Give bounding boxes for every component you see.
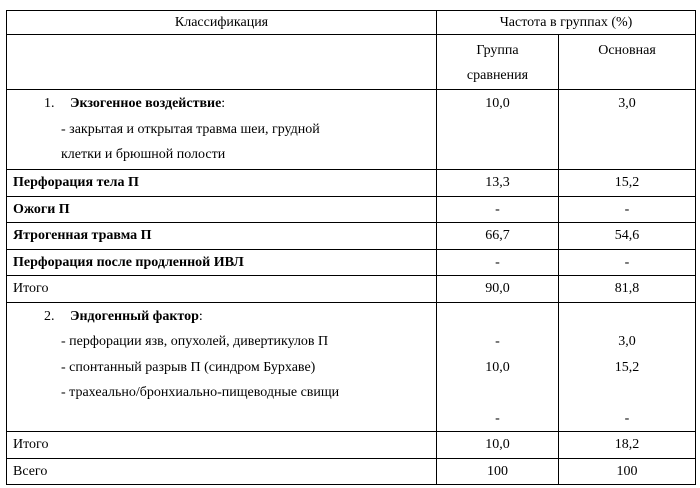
section2-item-comparison: - xyxy=(495,410,500,426)
header-classification: Классификация xyxy=(7,11,437,35)
header-row xyxy=(7,11,696,35)
header-main-group: Основная xyxy=(559,35,696,90)
section2-cell xyxy=(7,302,437,432)
section2-heading xyxy=(13,304,430,330)
section1-title: Экзогенное воздействие xyxy=(70,96,222,111)
row-main-value: 15,2 xyxy=(559,170,696,197)
section1-detail-line2: клетки и брюшной полости xyxy=(61,147,226,162)
section2-colon: : xyxy=(198,308,203,324)
section2-item-main: - xyxy=(624,410,630,426)
table-row xyxy=(7,249,696,276)
total2-main-value: 18,2 xyxy=(559,432,696,459)
classification-table xyxy=(6,10,696,485)
section2-item-label: - перфорации язв, опухолей, дивертикулов П xyxy=(61,334,329,349)
section2-number: 2. xyxy=(44,308,55,324)
section2-item-comparison: - xyxy=(495,334,500,349)
section1-row xyxy=(7,90,696,170)
total2-label: Итого xyxy=(7,432,437,459)
total2-row xyxy=(7,432,696,459)
total1-comparison-value: 90,0 xyxy=(437,276,559,303)
section2-item-main: 3,0 xyxy=(618,334,636,349)
section2-item-label: - трахеально/бронхиально-пищеводные свищи xyxy=(61,385,340,400)
grand-total-row xyxy=(7,458,696,485)
section2-item-comparison: 10,0 xyxy=(485,359,510,375)
total1-row xyxy=(7,276,696,303)
section1-detail-line1: - закрытая и открытая травма шеи, грудной xyxy=(61,121,320,137)
grand-total-main-value: 100 xyxy=(559,458,696,485)
section2-title: Эндогенный фактор xyxy=(70,308,199,324)
header-frequency: Частота в группах (%) xyxy=(437,11,696,35)
section2-item-label: - спонтанный разрыв П (синдром Бурхаве) xyxy=(61,359,316,375)
section1-number: 1. xyxy=(44,96,55,111)
row-main-value: - xyxy=(559,196,696,223)
subheader-row xyxy=(7,35,696,90)
section1-main-value: 3,0 xyxy=(559,90,696,170)
total1-label: Итого xyxy=(7,276,437,303)
total1-main-value: 81,8 xyxy=(559,276,696,303)
row-main-value: 54,6 xyxy=(559,223,696,250)
section1-heading xyxy=(13,91,430,117)
header-group-comparison xyxy=(437,35,559,90)
section2-main-values xyxy=(559,302,696,432)
table-row xyxy=(7,223,696,250)
section1-comparison-value: 10,0 xyxy=(437,90,559,170)
header-group-comparison-line2: сравнения xyxy=(466,68,529,83)
row-label: Ожоги П xyxy=(7,196,437,223)
row-comparison-value: 13,3 xyxy=(437,170,559,197)
row-comparison-value: - xyxy=(437,249,559,276)
grand-total-label: Всего xyxy=(7,458,437,485)
table-row xyxy=(7,196,696,223)
grand-total-comparison-value: 100 xyxy=(437,458,559,485)
row-label: Перфорация тела П xyxy=(7,170,437,197)
row-comparison-value: 66,7 xyxy=(437,223,559,250)
row-main-value: - xyxy=(559,249,696,276)
section2-row xyxy=(7,302,696,432)
table-row xyxy=(7,170,696,197)
row-label: Перфорация после продленной ИВЛ xyxy=(7,249,437,276)
row-comparison-value: - xyxy=(437,196,559,223)
header-group-comparison-line1: Группа xyxy=(476,43,519,58)
section1-colon: : xyxy=(221,96,226,111)
section2-comparison-values xyxy=(437,302,559,432)
section1-cell xyxy=(7,90,437,170)
subheader-empty xyxy=(7,35,437,90)
row-label: Ятрогенная травма П xyxy=(7,223,437,250)
total2-comparison-value: 10,0 xyxy=(437,432,559,459)
section2-item-main: 15,2 xyxy=(614,359,640,375)
